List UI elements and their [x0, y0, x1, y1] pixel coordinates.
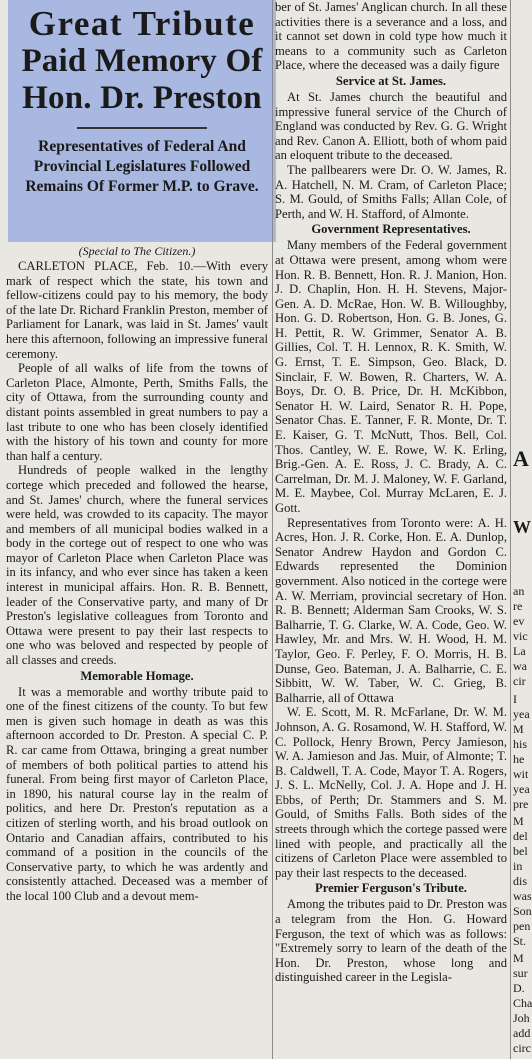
headline-block: [8, 0, 276, 242]
byline: (Special to The Citizen.): [78, 244, 196, 258]
fragment: vic: [513, 629, 528, 643]
fragment: add: [513, 1026, 531, 1040]
fragment: re: [513, 599, 523, 613]
paragraph: Among the tributes paid to Dr. Preston was a telegram from the Hon. G. Howard Ferguson, the text of which was as follows: "Extremely sorry to learn of the death of the Hon. Dr. Preston, whose long and distinguished career in the Legisla-: [275, 897, 507, 985]
fragment: pre: [513, 797, 529, 811]
fragment: Joh: [513, 1011, 530, 1025]
paragraph-dateline: CARLETON PLACE, Feb. 10.—With every mark of respect which the state, his town and fellow-citizens could pay to his memory, the body of the late Dr. Richard Franklin Preston, member of Parliament for Lanark, was laid in St. James' vault here this afternoon, following an impressive funeral ceremony.: [6, 259, 268, 361]
column-left: [6, 0, 270, 1059]
fragment: M: [513, 814, 524, 828]
paragraph: The pallbearers were Dr. O. W. James, R. A. Hatchell, N. M. Cram, of Carleton Place; S. M. Gould, of Smiths Falls; Allan Cole, of Perth, and W. H. Stafford, of Almonte.: [275, 162, 507, 221]
paragraph-continued: ber of St. James' Anglican church. In all these activities there is a severance and a loss, and it cannot set down in cold type how much it means to a community such as Carleton Place, where the deceased was a daily figure: [275, 0, 507, 73]
fragment: yea: [513, 782, 530, 796]
fragment: D.: [513, 981, 525, 995]
fragment: his: [513, 737, 528, 751]
fragment: wit: [513, 767, 529, 781]
paragraph: W. E. Scott, M. R. McFarlane, Dr. W. M. Johnson, A. G. Rosamond, W. H. Stafford, W. C. Pollock, Henry Brown, Percy Jamieson, W. A. Jamieson and Jas. Muir, of Almonte; T. B. Caldwell, T. A. Code, Mayor T. A. Rogers, J. S. L. McNelly, Col. J. A. Hope and J. H. Ebbs, of Perth; Dr. Stammers and S. M. Gould, of Smiths Falls. Both sides of the streets through which the cortege passed were lined with people, and practically all the citizens of Carleton Place were assembled to pay their last respects to the deceased.: [275, 705, 507, 880]
fragment: A: [513, 446, 529, 471]
fragment: del: [513, 829, 528, 843]
headline-divider: [77, 127, 207, 129]
article-body-middle: [275, 0, 507, 985]
fragment: Son: [513, 904, 532, 918]
subheading-service: Service at St. James.: [335, 73, 447, 88]
subheading-government: Government Representatives.: [311, 222, 471, 237]
paragraph: Hundreds of people walked in the lengthy cortege which preceded and followed the hearse, and St. James' church, where the funeral services were held, was crowded to its capacity. The mayor and members of all municipal bodies walked in a body in the cortege out of respect to one who was mayor of Carleton Place when Carleton Place was in its infancy, and who ever since has taken a keen interest in municipal affairs. Hon. R. B. Bennett, leader of the Conservative party, and many of Dr Preston's legislative colleagues from Toronto and Ottawa were present to pay their last respects to one who was beloved and respected by people of all classes and creeds.: [6, 463, 268, 668]
fragment: M: [513, 722, 524, 736]
fragment: I: [513, 692, 517, 706]
fragment: La: [513, 644, 526, 658]
column-rule: [272, 0, 273, 1059]
column-middle: [275, 0, 509, 1059]
fragment: cir: [513, 674, 526, 688]
fragment: yea: [513, 707, 530, 721]
fragment: an: [513, 584, 525, 598]
paragraph: People of all walks of life from the towns of Carleton Place, Almonte, Perth, Smiths Falls, the city of Ottawa, from the surrounding county and distant points assembled in great numbers to pay a last tribute to one who has been closely identified with the history of his town and county for more than half a century.: [6, 361, 268, 463]
subheading-premier: Premier Ferguson's Tribute.: [315, 881, 467, 896]
headline-line-2: Paid Memory Of: [21, 43, 263, 79]
fragment: bel: [513, 844, 528, 858]
subheading-memorable-homage: Memorable Homage.: [80, 668, 194, 683]
fragment: pen: [513, 919, 531, 933]
article-body-left: [6, 244, 268, 904]
fragment: he: [513, 752, 525, 766]
fragment: St.: [513, 934, 527, 948]
headline-deck: Representatives of Federal And Provincial Legislatures Followed Remains Of Former M.P. to Grave.: [25, 138, 259, 195]
fragment: in: [513, 859, 523, 873]
paragraph: Many members of the Federal government at Ottawa were present, among whom were Hon. R. B. Bennett, Hon. R. J. Manion, Hon. J. D. Chaplin, Hon. H. H. Stevens, Major-Gen. A. D. McRae, Hon. W. B. Willoughby, Hon. G. D. Robertson, Hon. G. B. Jones, G. H. Pettit, R. W. Grimmer, Senator A. B. Gillies, Col. T. H. Lennox, R. K. Smith, W. G. Ernst, T. E. Simpson, Geo. Black, D. Sinclair, F. W. Bowen, R. Charters, W. A. Boys, Dr. O. B. Price, Dr. H. McKibbon, Senator H. W. Laird, Senator R. H. Pope, Senator Chas. E. Tanner, F. R. Monte, Dr. T. E. Kaiser, G. T. McNutt, Thos. Bell, Col. Thos. Cantley, W. E. Rowe, W. K. Erling, Brig.-Gen. A. E. Ross, J. C. Brady, A. C. Carrelman, Dr. M. J. Maloney, W. F. Garland, M. E. Maybee, Col. Murray McLaren, E. J. Gott.: [275, 238, 507, 515]
fragment: W: [513, 517, 531, 537]
fragment: ev: [513, 614, 525, 628]
fragment: circ: [513, 1041, 531, 1055]
paragraph: It was a memorable and worthy tribute paid to one of the finest citizens of the county. To but few men is given such homage in death as was this afternoon accorded to Dr. Preston. A special C. P. R. car came from Ottawa, bringing a great number of members of both political parties to attend his funeral. From being first mayor of Carleton Place, in 1890, his natural course lay in the realm of politics, and here Dr. Preston's reputation as a citizen of sterling worth, and his broad outlook on Ontario and Canadian affairs, contributed to his command of a position in the councils of the Conservative party, to which he was ardently and consistently attached. Deceased was a member of the local 100 Club and a devout mem-: [6, 684, 268, 903]
column-right-cropped: [511, 0, 532, 1059]
headline-line-1: Great Tribute: [28, 4, 256, 43]
fragment: Cha: [513, 996, 532, 1010]
fragment: sur: [513, 966, 528, 980]
fragment: M: [513, 951, 524, 965]
fragment: wa: [513, 659, 527, 673]
paragraph: Representatives from Toronto were: A. H. Acres, Hon. J. R. Corke, Hon. E. A. Dunlop, Senator Andrew Haydon and Gordon C. Edwards represented the Dominion government. Also noticed in the cortege were A. W. Merriam, provincial secretary of Hon. R. B. Bennett; Alderman Sam Crooks, W. S. Balharrie, T. G. Clarke, W. A. Code, Geo. W. Hawley, Mr. and Mrs. W. H. Wood, H. M. Taylor, Geo. F. Perley, F. O. Morris, H. B. Dunse, Geo. Bateman, J. A. Balharrie, C. E. Sibbitt, W. W. Taber, W. C. Grieg, B. Balharrie, all of Ottawa: [275, 515, 507, 705]
headline-line-3: Hon. Dr. Preston: [22, 80, 262, 116]
paragraph: At St. James church the beautiful and impressive funeral service of the Church of England was conducted by Rev. G. G. Wright and Rev. Canon A. Elliott, both of whom paid an eloquent tribute to the deceased.: [275, 89, 507, 163]
fragment: was: [513, 889, 532, 903]
fragment: dis: [513, 874, 528, 888]
